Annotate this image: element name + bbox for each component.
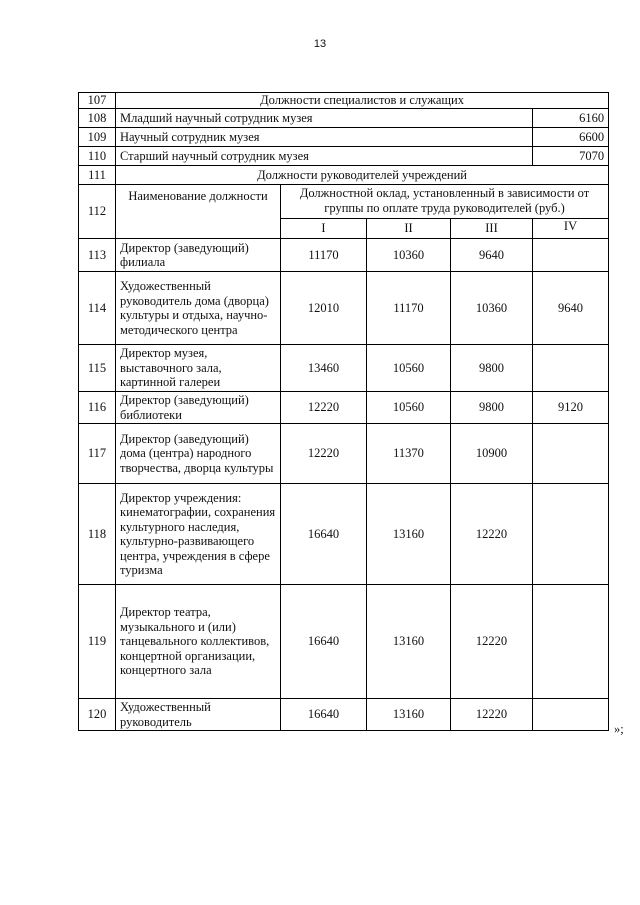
row-number: 117 [79,424,116,484]
column-header-name: Наименование должности [116,185,281,239]
salary-group-4 [533,345,609,392]
table-row [79,109,609,128]
position-name: Директор театра, музыкального и (или) танцевального коллективов, концертной организации, концертного зала [116,585,281,699]
table-row [79,239,609,272]
position-name: Художественный руководитель [116,699,281,731]
salary-group-1: 12010 [281,272,367,345]
table-row [79,699,609,731]
salary-group-1: 11170 [281,239,367,272]
closing-quote: »; [614,722,624,736]
salary-group-1: 12220 [281,392,367,424]
position-name: Художественный руководитель дома (дворца) культуры и отдыха, научно-методического центра [116,272,281,345]
row-number: 116 [79,392,116,424]
page-number: 13 [313,38,327,50]
salary-group-2: 13160 [367,484,451,585]
salary-group-1: 16640 [281,699,367,731]
table-row [79,128,609,147]
salary-group-2: 13160 [367,585,451,699]
row-number: 113 [79,239,116,272]
table-header-row [79,185,609,219]
salary-group-4 [533,424,609,484]
row-number: 107 [79,93,116,109]
table-row [79,484,609,585]
group-header: II [367,219,451,239]
row-number: 114 [79,272,116,345]
table-row [79,93,609,109]
position-name: Директор (заведующий) дома (центра) народного творчества, дворца культуры [116,424,281,484]
row-number: 119 [79,585,116,699]
column-header-salary: Должностной оклад, установленный в зависимости от группы по оплате труда руководителей (руб.) [281,185,609,219]
position-name: Старший научный сотрудник музея [116,147,533,166]
salary-value: 7070 [533,147,609,166]
salary-group-1: 16640 [281,585,367,699]
salary-group-4 [533,699,609,731]
salary-group-3: 10360 [451,272,533,345]
salary-value: 6160 [533,109,609,128]
row-number: 108 [79,109,116,128]
salary-group-3: 12220 [451,699,533,731]
salary-group-3: 9640 [451,239,533,272]
position-name: Директор (заведующий) библиотеки [116,392,281,424]
row-number: 118 [79,484,116,585]
salary-group-1: 13460 [281,345,367,392]
salary-table [78,92,609,731]
salary-group-2: 13160 [367,699,451,731]
salary-group-4: 9640 [533,272,609,345]
table-row [79,147,609,166]
salary-group-4 [533,585,609,699]
salary-group-2: 10560 [367,345,451,392]
row-number: 115 [79,345,116,392]
section-title: Должности специалистов и служащих [116,93,609,109]
table-row [79,272,609,345]
table-row [79,424,609,484]
salary-group-4 [533,239,609,272]
salary-group-3: 9800 [451,345,533,392]
salary-group-3: 10900 [451,424,533,484]
salary-group-2: 10360 [367,239,451,272]
salary-group-2: 10560 [367,392,451,424]
row-number: 120 [79,699,116,731]
salary-group-1: 12220 [281,424,367,484]
table-row [79,392,609,424]
row-number: 110 [79,147,116,166]
position-name: Директор (заведующий) филиала [116,239,281,272]
position-name: Младший научный сотрудник музея [116,109,533,128]
row-number: 111 [79,166,116,185]
salary-group-4 [533,484,609,585]
salary-group-3: 9800 [451,392,533,424]
row-number: 109 [79,128,116,147]
section-title: Должности руководителей учреждений [116,166,609,185]
group-header: IV [533,219,609,239]
salary-group-3: 12220 [451,585,533,699]
salary-group-4: 9120 [533,392,609,424]
position-name: Научный сотрудник музея [116,128,533,147]
group-header: III [451,219,533,239]
table-row [79,166,609,185]
position-name: Директор учреждения: кинематографии, сохранения культурного наследия, культурно-развивающего центра, учреждения в сфере туризма [116,484,281,585]
salary-group-2: 11370 [367,424,451,484]
salary-group-2: 11170 [367,272,451,345]
row-number: 112 [79,185,116,239]
table-row [79,585,609,699]
salary-value: 6600 [533,128,609,147]
salary-group-1: 16640 [281,484,367,585]
table-row [79,345,609,392]
salary-group-3: 12220 [451,484,533,585]
position-name: Директор музея, выставочного зала, картинной галереи [116,345,281,392]
group-header: I [281,219,367,239]
